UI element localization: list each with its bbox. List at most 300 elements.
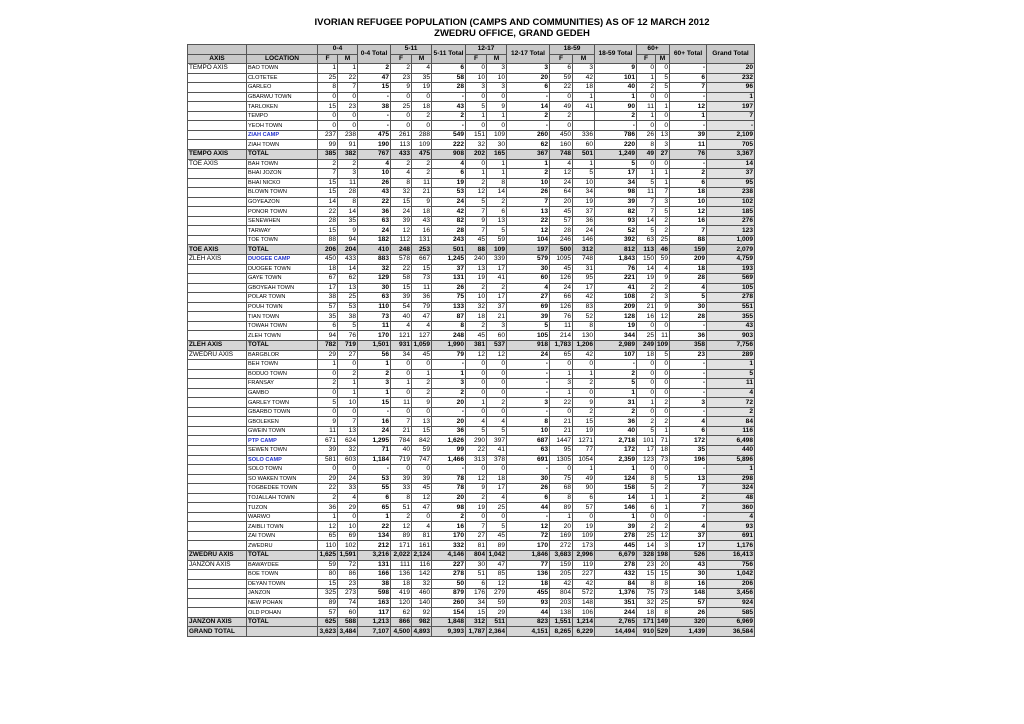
value-cell: 1 (466, 169, 487, 179)
value-cell: 72 (338, 560, 358, 570)
axis-cell (188, 417, 247, 427)
value-cell: 35 (338, 216, 358, 226)
value-cell: 22 (507, 216, 550, 226)
value-cell: 43 (358, 188, 391, 198)
header-m: M (412, 54, 432, 64)
value-cell: 1,439 (670, 627, 707, 637)
value-cell: 78 (432, 474, 466, 484)
axis-cell (188, 111, 247, 121)
value-cell: 433 (391, 150, 412, 160)
value-cell: 99 (318, 140, 338, 150)
value-cell: 748 (550, 150, 573, 160)
table-row (188, 417, 755, 427)
value-cell: 6,679 (595, 550, 637, 560)
header-60-plus-total: 60+ Total (670, 45, 707, 64)
value-cell: 15 (656, 570, 670, 580)
value-cell: 2 (637, 293, 656, 303)
value-cell: 3 (656, 541, 670, 551)
value-cell: 4,146 (432, 550, 466, 560)
value-cell: 1,591 (339, 551, 356, 559)
value-cell: - (670, 369, 707, 379)
value-cell: 624 (338, 436, 358, 446)
value-cell: 0 (637, 512, 656, 522)
value-cell: 5 (707, 369, 755, 379)
value-cell: 5 (487, 426, 507, 436)
value-cell: 4 (432, 159, 466, 169)
value-cell: 1 (318, 360, 338, 370)
value-cell: 60 (338, 608, 358, 618)
table-row (188, 531, 755, 541)
value-cell: 2 (595, 407, 637, 417)
value-cell: 20 (432, 493, 466, 503)
location-cell: PONOR TOWN (247, 207, 318, 217)
value-cell: 21 (550, 417, 573, 427)
value-cell: 705 (707, 140, 755, 150)
value-cell: 39 (391, 293, 412, 303)
table-row (188, 274, 755, 284)
value-cell: 2,124 (413, 551, 430, 559)
value-cell: 501 (432, 245, 466, 255)
value-cell: 2 (391, 159, 412, 169)
value-cell: - (507, 369, 550, 379)
value-cell: 1 (656, 102, 670, 112)
value-cell: 455 (507, 589, 550, 599)
value-cell: 28 (318, 216, 338, 226)
value-cell: 81 (466, 541, 487, 551)
value-cell: 53 (358, 474, 391, 484)
value-cell: 0 (391, 465, 412, 475)
value-cell: 84 (707, 417, 755, 427)
value-cell: 19 (573, 426, 595, 436)
value-cell: 108 (595, 293, 637, 303)
value-cell: 786 (595, 130, 637, 140)
value-cell: 1305 (550, 455, 573, 465)
value-cell: 2 (637, 522, 656, 532)
value-cell: 0 (656, 465, 670, 475)
value-cell: 0 (466, 121, 487, 131)
value-cell: 5 (656, 83, 670, 93)
value-cell: 908 (432, 150, 466, 160)
value-cell: 65 (550, 350, 573, 360)
value-cell: - (358, 121, 391, 131)
value-cell: 101 (637, 436, 656, 446)
value-cell: 6,498 (707, 436, 755, 446)
value-cell: 166 (358, 570, 391, 580)
value-cell: 45 (550, 207, 573, 217)
value-cell: 748 (573, 255, 595, 265)
value-cell: 7 (670, 83, 707, 93)
value-cell: 0 (637, 379, 656, 389)
value-cell: 43 (707, 321, 755, 331)
value-cell: 14 (487, 188, 507, 198)
value-cell: 804 (550, 589, 573, 599)
value-cell: 2 (487, 283, 507, 293)
value-cell: 273 (338, 589, 358, 599)
value-cell: 392 (595, 235, 637, 245)
table-row (188, 169, 755, 179)
location-cell: GBARBO TOWN (247, 407, 318, 417)
value-cell: 10 (487, 73, 507, 83)
value-cell: 0 (656, 379, 670, 389)
header-f: F (318, 54, 338, 64)
value-cell: 260 (432, 598, 466, 608)
value-cell: 1 (670, 111, 707, 121)
value-cell: 1 (595, 388, 637, 398)
value-cell: 719 (338, 340, 358, 350)
value-cell: 0 (338, 111, 358, 121)
value-cell: 240 (466, 255, 487, 265)
table-row (188, 121, 755, 131)
value-cell: 4 (412, 321, 432, 331)
value-cell: 9 (656, 274, 670, 284)
value-cell: 2 (432, 388, 466, 398)
value-cell: 2 (656, 484, 670, 494)
value-cell: 123 (637, 455, 656, 465)
location-cell: TOTAL (247, 245, 318, 255)
value-cell: 109 (573, 531, 595, 541)
header-60-plus: 60+ (637, 45, 670, 55)
value-cell: 63 (507, 445, 550, 455)
value-cell: 76 (595, 264, 637, 274)
value-cell: 19 (466, 503, 487, 513)
value-cell: 0 (656, 92, 670, 102)
header-f: F (391, 54, 412, 64)
value-cell: 1 (656, 169, 670, 179)
axis-cell (188, 293, 247, 303)
value-cell: 1 (573, 465, 595, 475)
value-cell: 1 (707, 360, 755, 370)
value-cell: 169 (550, 531, 573, 541)
value-cell: 20 (507, 73, 550, 83)
value-cell: 344 (595, 331, 637, 341)
table-row (188, 321, 755, 331)
value-cell: 6 (318, 321, 338, 331)
value-cell: 1 (573, 92, 595, 102)
value-cell: 29 (318, 474, 338, 484)
value-cell: 129 (358, 274, 391, 284)
value-cell: 248 (391, 245, 412, 255)
value-cell: 238 (707, 188, 755, 198)
value-cell: 332 (432, 541, 466, 551)
table-row (188, 283, 755, 293)
location-cell: ZIAH TOWN (247, 140, 318, 150)
value-cell: - (432, 465, 466, 475)
value-cell: 2 (573, 407, 595, 417)
value-cell: 432 (595, 570, 637, 580)
axis-cell (188, 188, 247, 198)
value-cell: 756 (707, 560, 755, 570)
refugee-population-table (187, 44, 755, 637)
value-cell: 12 (550, 169, 573, 179)
value-cell: 0 (391, 388, 412, 398)
value-cell: 12 (507, 522, 550, 532)
table-row (188, 331, 755, 341)
value-cell: 244 (595, 608, 637, 618)
table-row (188, 445, 755, 455)
value-cell: 127 (412, 331, 432, 341)
value-cell: 0 (318, 111, 338, 121)
value-cell: 1,626 (432, 436, 466, 446)
value-cell: 1 (550, 388, 573, 398)
value-cell: - (507, 465, 550, 475)
value-cell: 17 (487, 293, 507, 303)
value-cell: 232 (707, 73, 755, 83)
value-cell: 220 (595, 140, 637, 150)
value-cell: 13 (412, 417, 432, 427)
value-cell: 2 (466, 321, 487, 331)
value-cell: 26 (432, 283, 466, 293)
value-cell: 1095 (550, 255, 573, 265)
value-cell: 585 (707, 608, 755, 618)
value-cell: 87 (432, 312, 466, 322)
value-cell: 133 (432, 302, 466, 312)
value-cell: 34 (573, 188, 595, 198)
axis-cell: ZWEDRU AXIS (188, 550, 247, 560)
value-cell: 4 (670, 522, 707, 532)
value-cell: 15 (466, 608, 487, 618)
value-cell: 2,079 (707, 245, 755, 255)
value-cell: 47 (487, 560, 507, 570)
location-cell: ZIAH CAMP (247, 130, 318, 140)
value-cell: 15 (412, 426, 432, 436)
value-cell: 5 (487, 522, 507, 532)
value-cell: 161 (412, 541, 432, 551)
value-cell: 5 (637, 484, 656, 494)
value-cell: 11 (637, 102, 656, 112)
value-cell: 41 (487, 274, 507, 284)
value-cell: 0 (487, 465, 507, 475)
header-f: F (637, 54, 656, 64)
value-cell: 39 (391, 216, 412, 226)
value-cell: 28 (338, 188, 358, 198)
value-cell: 39 (412, 474, 432, 484)
value-cell: 79 (432, 350, 466, 360)
value-cell: 0 (318, 465, 338, 475)
value-cell: 18 (637, 350, 656, 360)
value-cell: 18 (412, 207, 432, 217)
value-cell: 126 (550, 302, 573, 312)
value-cell: 56 (358, 350, 391, 360)
value-cell: 549 (432, 130, 466, 140)
value-cell: 253 (412, 245, 432, 255)
value-cell: 21 (637, 302, 656, 312)
location-cell: GARLEO (247, 83, 318, 93)
value-cell: 7 (707, 111, 755, 121)
table-row (188, 455, 755, 465)
value-cell: 105 (707, 283, 755, 293)
value-cell: 0 (637, 465, 656, 475)
value-cell: 25 (656, 235, 670, 245)
value-cell: 687 (507, 436, 550, 446)
value-cell: 879 (432, 589, 466, 599)
value-cell: 1 (595, 465, 637, 475)
value-cell: 22 (550, 83, 573, 93)
value-cell: 30 (487, 140, 507, 150)
value-cell: 0 (656, 388, 670, 398)
value-cell: - (432, 92, 466, 102)
value-cell: 9 (412, 398, 432, 408)
value-cell: 12 (670, 102, 707, 112)
value-cell: 691 (507, 455, 550, 465)
title-line-1: IVORIAN REFUGEE POPULATION (CAMPS AND COMMUNITIES) AS OF 12 MARCH 2012 (314, 17, 710, 28)
location-cell: BARGBLOR (247, 350, 318, 360)
value-cell: 625 (318, 617, 338, 627)
value-cell: 16,413 (707, 550, 755, 560)
value-cell: - (432, 407, 466, 417)
value-cell: 12 (656, 531, 670, 541)
value-cell: 102 (338, 541, 358, 551)
value-cell: 1054 (573, 455, 595, 465)
value-cell: 15 (318, 579, 338, 589)
value-cell: 112 (391, 235, 412, 245)
value-cell: 45 (550, 264, 573, 274)
header-blank (188, 45, 247, 55)
header-12-17-total: 12-17 Total (507, 45, 550, 64)
value-cell: 1 (487, 159, 507, 169)
value-cell: 34 (595, 178, 637, 188)
value-cell: 1 (656, 178, 670, 188)
value-cell: 18 (487, 474, 507, 484)
location-cell: NEW POHAN (247, 598, 318, 608)
value-cell: 982 (412, 617, 432, 627)
axis-cell: TEMPO AXIS (188, 64, 247, 74)
value-cell: 6 (487, 207, 507, 217)
value-cell: 45 (466, 331, 487, 341)
value-cell: 0 (412, 121, 432, 131)
axis-cell (188, 178, 247, 188)
axis-cell: TEMPO AXIS (188, 150, 247, 160)
location-cell: GOYEAZON (247, 197, 318, 207)
value-cell: 782 (318, 340, 338, 350)
value-cell: 4 (656, 264, 670, 274)
value-cell: 0 (466, 360, 487, 370)
value-cell: 11 (358, 321, 391, 331)
value-cell: 73 (656, 589, 670, 599)
value-cell: 90 (595, 102, 637, 112)
value-cell: - (432, 360, 466, 370)
value-cell: 13 (656, 130, 670, 140)
value-cell: 59 (487, 598, 507, 608)
value-cell: 0 (656, 360, 670, 370)
value-cell: 76 (550, 312, 573, 322)
value-cell: - (358, 407, 391, 417)
header-axis: AXIS (188, 54, 247, 64)
table-row (188, 474, 755, 484)
value-cell: 42 (573, 293, 595, 303)
axis-cell (188, 407, 247, 417)
value-cell: 0 (487, 369, 507, 379)
value-cell: 0 (338, 360, 358, 370)
value-cell: 4 (338, 493, 358, 503)
value-cell: 4 (670, 283, 707, 293)
axis-cell (188, 570, 247, 580)
value-cell: 50 (432, 579, 466, 589)
value-cell: - (358, 111, 391, 121)
value-cell: 120 (391, 598, 412, 608)
value-cell: 279 (487, 589, 507, 599)
value-cell: 3 (656, 140, 670, 150)
value-cell: 95 (707, 178, 755, 188)
value-cell: 17 (573, 283, 595, 293)
value-cell: 1,625 (319, 551, 336, 559)
value-cell: 24 (358, 426, 391, 436)
value-cell: 360 (707, 503, 755, 513)
value-cell (573, 111, 595, 121)
value-cell: 6 (670, 426, 707, 436)
axis-cell: JANZON AXIS (188, 617, 247, 627)
value-cell: 1 (358, 512, 391, 522)
value-cell: 16 (670, 579, 707, 589)
table-row (188, 379, 755, 389)
value-cell: 460 (412, 589, 432, 599)
location-cell: SO WAKEN TOWN (247, 474, 318, 484)
value-cell: 72 (507, 531, 550, 541)
value-cell: 33 (338, 484, 358, 494)
value-cell: 0 (466, 379, 487, 389)
value-cell: 3 (507, 64, 550, 74)
axis-cell (188, 436, 247, 446)
value-cell: 69 (338, 531, 358, 541)
value-cell: 667 (412, 255, 432, 265)
value-cell: 81 (412, 531, 432, 541)
value-cell: 93 (507, 598, 550, 608)
value-cell: 67 (318, 274, 338, 284)
axis-cell (188, 360, 247, 370)
value-cell: 5 (466, 102, 487, 112)
value-cell: 165 (487, 150, 507, 160)
table-row (188, 130, 755, 140)
value-cell: 52 (595, 226, 637, 236)
value-cell: 2 (358, 369, 391, 379)
location-cell: SOLO CAMP (247, 455, 318, 465)
value-cell: 40 (391, 445, 412, 455)
value-cell: 32 (412, 579, 432, 589)
value-cell: 0 (656, 159, 670, 169)
value-cell: 2 (656, 226, 670, 236)
location-cell: TARWAY (247, 226, 318, 236)
axis-cell (188, 379, 247, 389)
value-cell: 16 (412, 226, 432, 236)
axis-cell: ZLEH AXIS (188, 340, 247, 350)
value-cell: 93 (707, 522, 755, 532)
value-cell: 89 (391, 531, 412, 541)
value-cell: 209 (595, 302, 637, 312)
value-cell: 537 (487, 340, 507, 350)
value-cell: 1,214 (573, 617, 595, 627)
value-cell: 298 (707, 474, 755, 484)
value-cell: 8 (318, 83, 338, 93)
value-cell: 2 (432, 111, 466, 121)
value-cell: 36 (670, 331, 707, 341)
value-cell: 0 (466, 64, 487, 74)
value-cell: 0 (550, 121, 573, 131)
axis-cell (188, 398, 247, 408)
location-cell (247, 627, 318, 637)
value-cell: 4 (670, 417, 707, 427)
value-cell: 23 (338, 102, 358, 112)
value-cell: 26 (670, 608, 707, 618)
value-cell: 35 (412, 73, 432, 83)
value-cell: 11 (637, 188, 656, 198)
value-cell: 91 (338, 140, 358, 150)
value-cell: 7 (338, 417, 358, 427)
value-cell: 23 (637, 560, 656, 570)
value-cell: 931 (391, 340, 412, 350)
value-cell: 445 (595, 541, 637, 551)
value-cell: 4 (412, 64, 432, 74)
value-cell: 3 (670, 398, 707, 408)
value-cell: 526 (670, 550, 707, 560)
